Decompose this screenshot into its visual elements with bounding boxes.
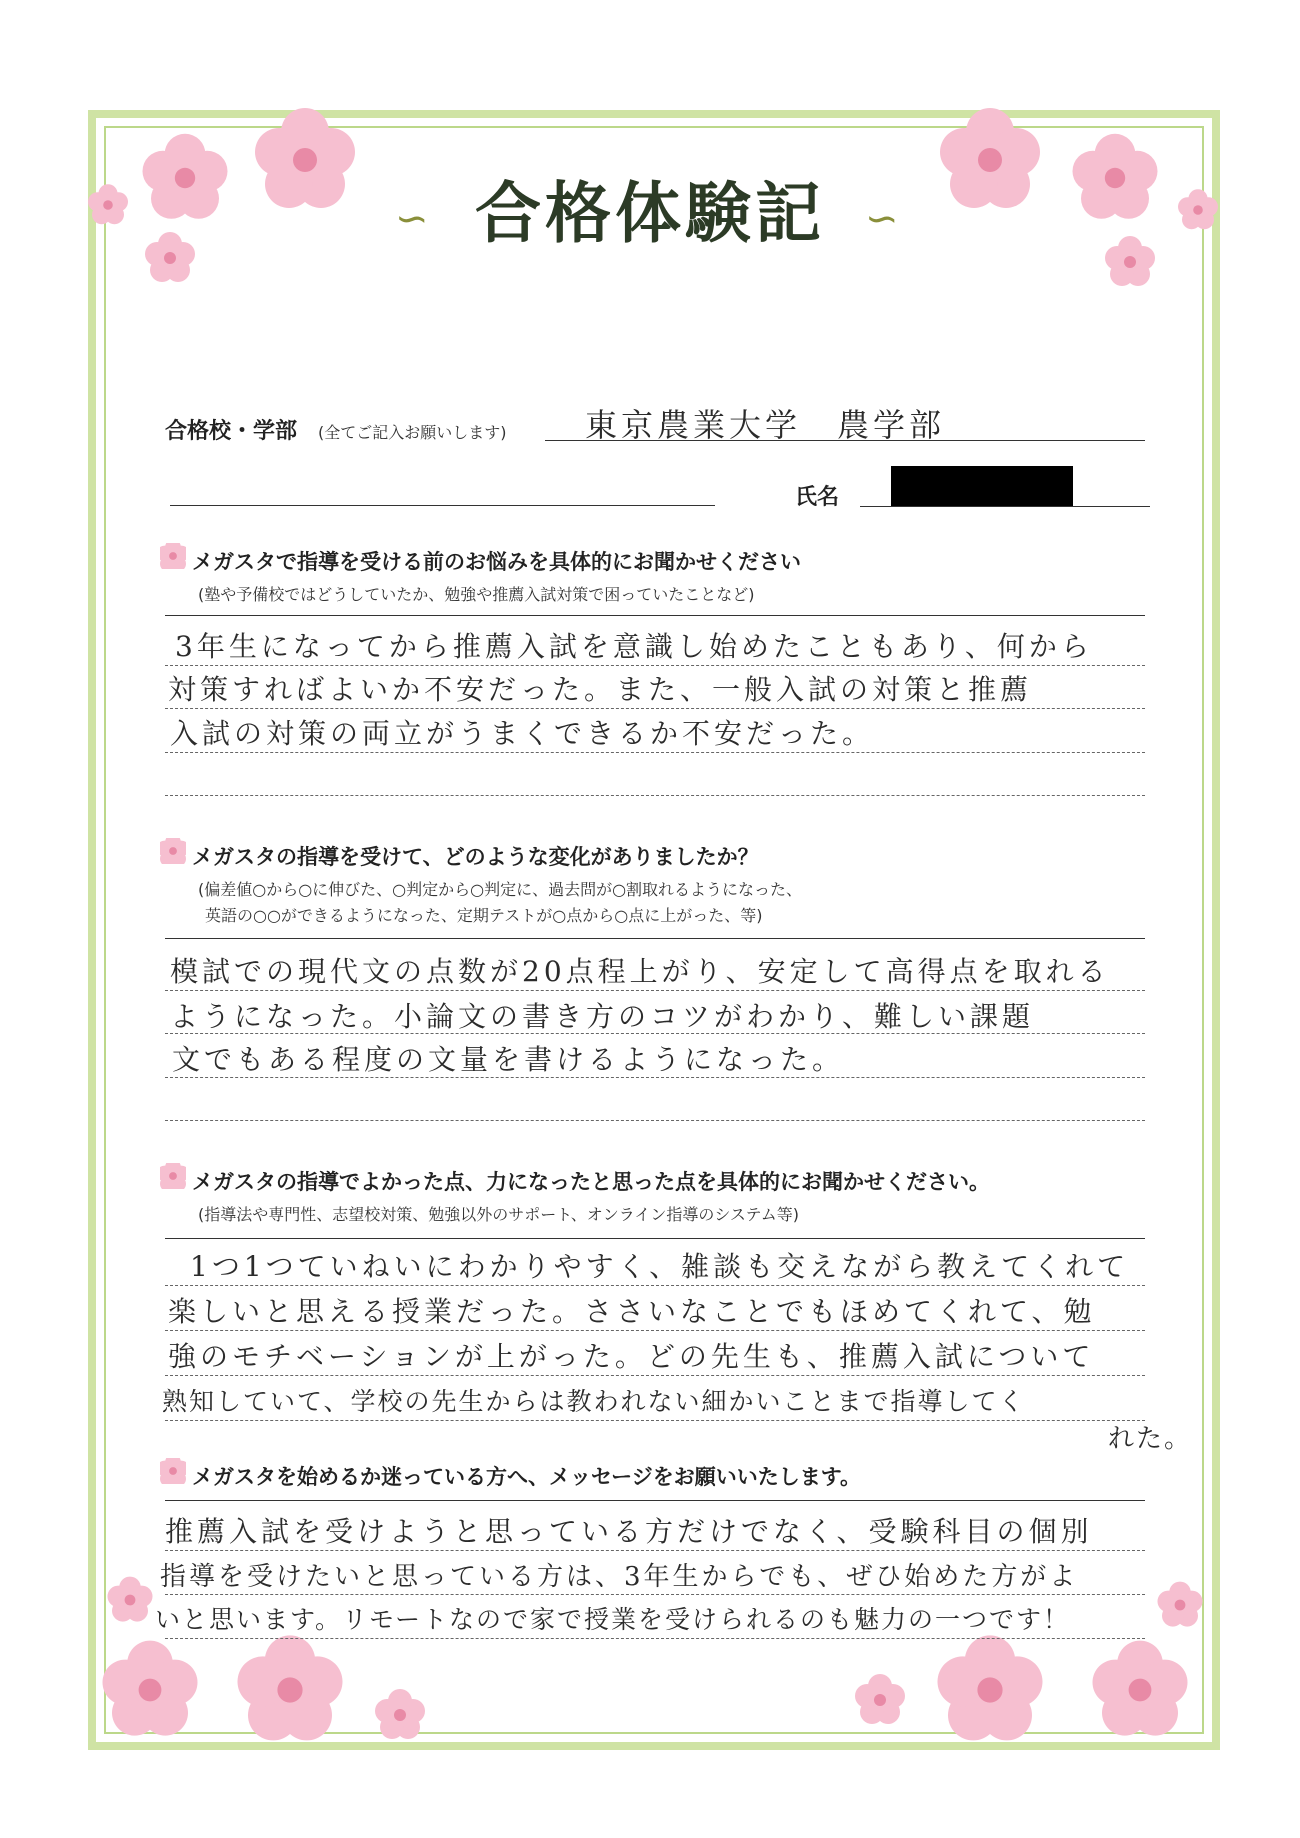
blossom-bullet-icon [160, 838, 186, 864]
answer-rule [165, 665, 1145, 666]
name-underline [860, 506, 1150, 507]
blossom-icon [238, 1635, 343, 1740]
name-label: 氏名 [795, 485, 840, 510]
section-3-top-rule [165, 1238, 1145, 1239]
section-3-heading: メガスタの指導でよかった点、力になったと思った点を具体的にお聞かせください。 [192, 1170, 990, 1194]
section-2-sub: (偏差値○から○に伸びた、○判定から○判定に、過去問が○割取れるようになった、 [198, 880, 803, 899]
section-3-answer-line: 熟知していて、学校の先生からは教われない細かいことまで指導してく [162, 1387, 1026, 1416]
section-3-sub: (指導法や専門性、志望校対策、勉強以外のサポート、オンライン指導のシステム等) [198, 1205, 799, 1224]
swirl-ornament-right: ∽ [865, 196, 899, 242]
section-3-answer-line: 強のモチベーションが上がった。どの先生も、推薦入試について [168, 1340, 1095, 1373]
school-underline [545, 440, 1145, 441]
answer-rule [165, 1638, 1145, 1639]
answer-rule [165, 1120, 1145, 1121]
blossom-icon [1158, 1582, 1203, 1627]
answer-rule [165, 1077, 1145, 1078]
blossom-icon [103, 1641, 198, 1736]
section-2-answer-line: 模試での現代文の点数が20点程上がり、安定して高得点を取れる [170, 955, 1110, 988]
school-label: 合格校・学部 [165, 419, 298, 444]
answer-rule [165, 1285, 1145, 1286]
section-4-answer-line: 推薦入試を受けようと思っている方だけでなく、受験科目の個別 [165, 1515, 1093, 1548]
section-3-answer-line: れた。 [1108, 1424, 1193, 1454]
section-1-heading: メガスタで指導を受ける前のお悩みを具体的にお聞かせください [192, 550, 801, 574]
section-3-answer-line: 楽しいと思える授業だった。ささいなことでもほめてくれて、勉 [168, 1295, 1096, 1328]
section-4-answer-line: いと思います。リモートなので家で授業を受けられるのも魅力の一つです！ [155, 1605, 1071, 1634]
blossom-icon [1093, 1641, 1188, 1736]
blossom-bullet-icon [160, 1458, 186, 1484]
section-2-sub: 英語の○○ができるようになった、定期テストが○点から○点に上がった、等) [205, 906, 763, 925]
section-4-answer-line: 指導を受けたいと思っている方は、3年生からでも、ぜひ始めた方がよ [160, 1562, 1079, 1592]
redacted-name [891, 466, 1073, 506]
section-1-top-rule [165, 615, 1145, 616]
answer-rule [165, 795, 1145, 796]
blossom-icon [855, 1674, 905, 1724]
blossom-bullet-icon [160, 1163, 186, 1189]
blank-underline [170, 505, 715, 506]
answer-rule [165, 1375, 1145, 1376]
answer-rule [165, 1420, 1145, 1421]
section-4-heading: メガスタを始めるか迷っている方へ、メッセージをお願いいたします。 [192, 1465, 862, 1489]
page-title: 合格体験記 [475, 174, 825, 252]
section-1-sub: (塾や予備校ではどうしていたか、勉強や推薦入試対策で困っていたことなど) [198, 585, 755, 604]
answer-rule [165, 1594, 1145, 1595]
section-1-answer-line: 3年生になってから推薦入試を意識し始めたこともあり、何から [175, 630, 1093, 663]
answer-rule [165, 1330, 1145, 1331]
swirl-ornament-left: ∽ [395, 196, 429, 242]
answer-rule [165, 752, 1145, 753]
blossom-icon [108, 1577, 153, 1622]
section-2-answer-line: ようになった。小論文の書き方のコツがわかり、難しい課題 [170, 1000, 1035, 1033]
blossom-icon [938, 1635, 1043, 1740]
blossom-icon [375, 1689, 425, 1739]
section-1-answer-line: 入試の対策の両立がうまくできるか不安だった。 [170, 717, 875, 750]
answer-rule [165, 1550, 1145, 1551]
section-2-answer-line: 文でもある程度の文量を書けるようになった。 [172, 1043, 845, 1076]
section-2-top-rule [165, 938, 1145, 939]
answer-rule [165, 990, 1145, 991]
school-note: (全てご記入お願いします) [318, 423, 507, 442]
section-2-heading: メガスタの指導を受けて、どのような変化がありましたか？ [192, 845, 759, 869]
section-1-answer-line: 対策すればよいか不安だった。また、一般入試の対策と推薦 [168, 673, 1033, 706]
school-value: 東京農業大学 農学部 [585, 406, 946, 444]
blossom-bullet-icon [160, 543, 186, 569]
section-4-top-rule [165, 1500, 1145, 1501]
answer-rule [165, 1033, 1145, 1034]
answer-rule [165, 708, 1145, 709]
section-3-answer-line: 1つ1つていねいにわかりやすく、雑談も交えながら教えてくれて [190, 1250, 1130, 1283]
